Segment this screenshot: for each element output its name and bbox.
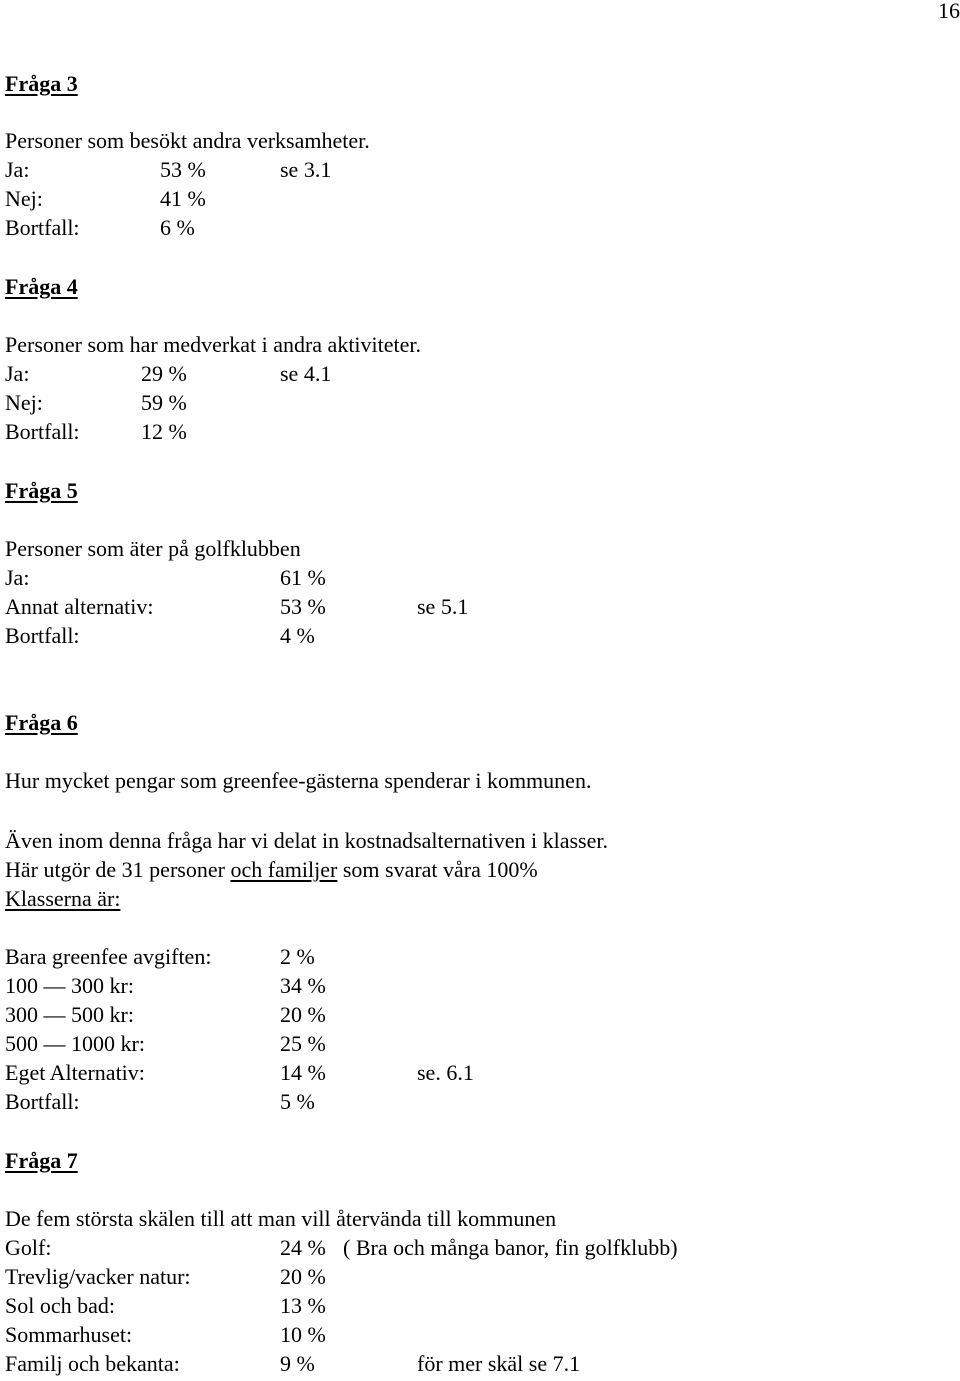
row-label: Bortfall: — [5, 419, 80, 444]
row-value: 20 % — [280, 1264, 326, 1289]
section-intro-q7: De fem största skälen till att man vill återvända till kommunen — [5, 1206, 557, 1231]
row-value: 53 % — [160, 157, 206, 182]
row-value: 20 % — [280, 1002, 326, 1027]
row-ref: ( Bra och många banor, fin golfklubb) — [343, 1235, 678, 1260]
row-ref: se. 6.1 — [417, 1060, 474, 1085]
paragraph-text: som svarat våra 100% — [337, 857, 538, 882]
row-value: 25 % — [280, 1031, 326, 1056]
row-value: 61 % — [280, 565, 326, 590]
page-number: 16 — [938, 0, 960, 23]
row-value: 24 % — [280, 1235, 326, 1260]
row-value: 13 % — [280, 1293, 326, 1318]
underlined-text: och familjer — [230, 857, 338, 882]
row-label: Ja: — [5, 361, 30, 386]
row-value: 10 % — [280, 1322, 326, 1347]
row-label: Bortfall: — [5, 623, 80, 648]
row-value: 2 % — [280, 944, 315, 969]
row-label: Trevlig/vacker natur: — [5, 1264, 191, 1289]
row-ref: för mer skäl se 7.1 — [417, 1351, 581, 1376]
row-label: Ja: — [5, 157, 30, 182]
section-heading-q3: Fråga 3 — [5, 71, 78, 96]
row-value: 41 % — [160, 186, 206, 211]
row-value: 4 % — [280, 623, 315, 648]
row-label: Golf: — [5, 1235, 52, 1260]
section-intro-q4: Personer som har medverkat i andra aktiviteter. — [5, 332, 422, 357]
row-label: Nej: — [5, 186, 43, 211]
row-value: 9 % — [280, 1351, 315, 1376]
row-label: Familj och bekanta: — [5, 1351, 180, 1376]
row-value: 6 % — [160, 215, 195, 240]
row-label: Bortfall: — [5, 215, 80, 240]
row-value: 14 % — [280, 1060, 326, 1085]
row-value: 29 % — [141, 361, 187, 386]
row-label: Sol och bad: — [5, 1293, 115, 1318]
paragraph: Även inom denna fråga har vi delat in kostnadsalternativen i klasser. — [5, 828, 608, 853]
row-value: 34 % — [280, 973, 326, 998]
row-label: Ja: — [5, 565, 30, 590]
row-ref: se 4.1 — [280, 361, 332, 386]
section-heading-q5: Fråga 5 — [5, 478, 78, 503]
section-heading-q7: Fråga 7 — [5, 1148, 78, 1173]
row-value: 5 % — [280, 1089, 315, 1114]
row-label: Eget Alternativ: — [5, 1060, 145, 1085]
paragraph — [5, 856, 538, 884]
row-value: 59 % — [141, 390, 187, 415]
row-label: Bortfall: — [5, 1089, 80, 1114]
row-label: 500 — 1000 kr: — [5, 1031, 145, 1056]
row-label: 300 — 500 kr: — [5, 1002, 134, 1027]
row-value: 53 % — [280, 594, 326, 619]
section-heading-q4: Fråga 4 — [5, 274, 78, 299]
paragraph-text: Här utgör de 31 personer — [5, 857, 231, 882]
row-label: Nej: — [5, 390, 43, 415]
row-label: Sommarhuset: — [5, 1322, 133, 1347]
section-intro-q3: Personer som besökt andra verksamheter. — [5, 128, 370, 153]
section-intro-q6: Hur mycket pengar som greenfee-gästerna spenderar i kommunen. — [5, 768, 592, 793]
section-heading-q6: Fråga 6 — [5, 710, 78, 735]
row-label: 100 — 300 kr: — [5, 973, 134, 998]
row-label: Annat alternativ: — [5, 594, 154, 619]
row-ref: se 3.1 — [280, 157, 332, 182]
section-intro-q5: Personer som äter på golfklubben — [5, 536, 301, 561]
row-ref: se 5.1 — [417, 594, 469, 619]
classes-label: Klasserna är: — [5, 886, 121, 911]
row-value: 12 % — [141, 419, 187, 444]
row-label: Bara greenfee avgiften: — [5, 944, 212, 969]
